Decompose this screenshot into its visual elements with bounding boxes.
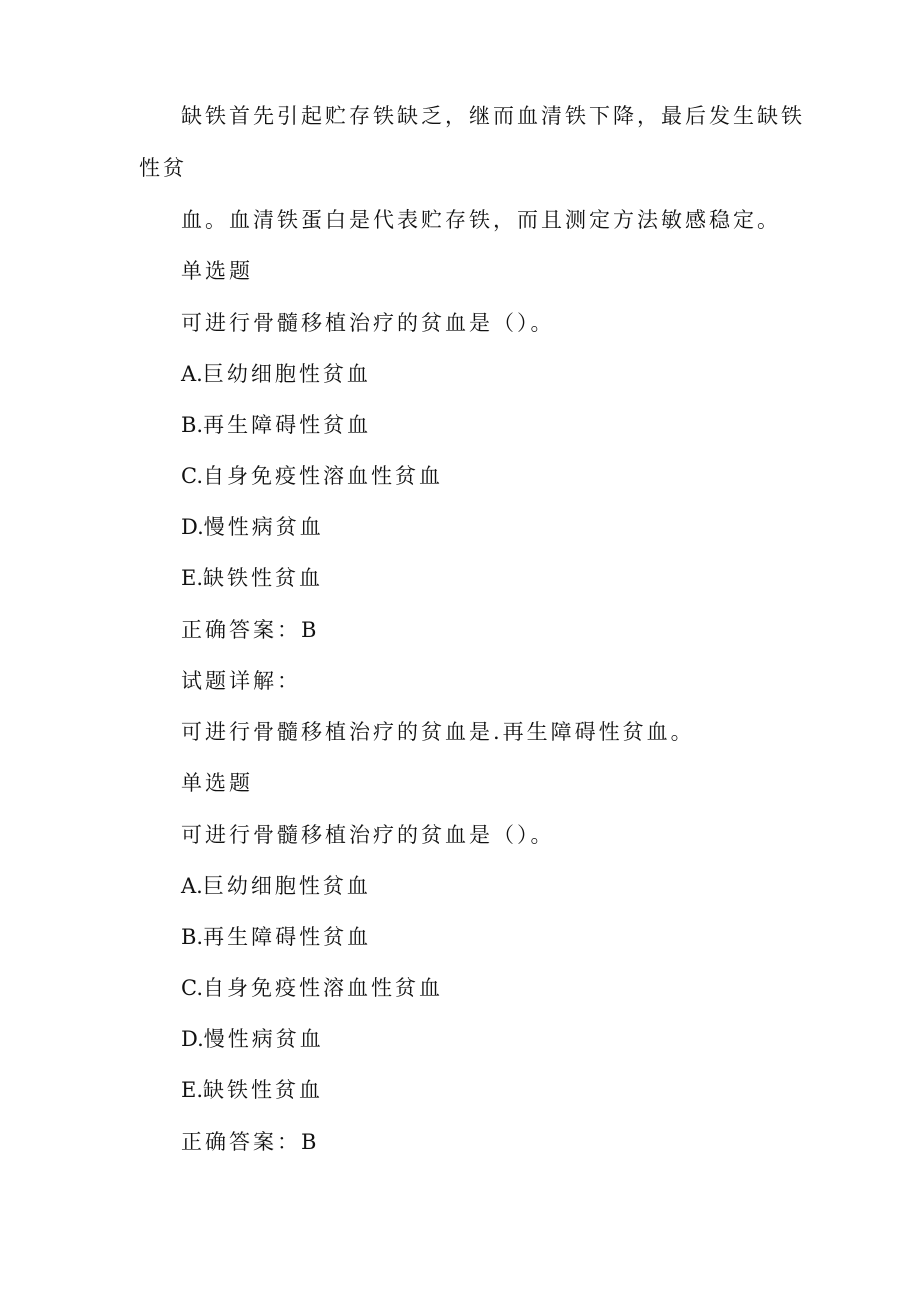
option-b (181, 924, 371, 950)
option-text: 自身免疫性溶血性贫血 (203, 464, 443, 488)
option-text: 再生障碍性贫血 (203, 925, 372, 949)
option-letter: B. (181, 925, 204, 949)
option-d (181, 514, 324, 540)
option-b (181, 412, 371, 438)
correct-answer: 正确答案：B (181, 618, 320, 642)
option-letter: A. (181, 874, 203, 898)
option-c (181, 975, 443, 1001)
option-a (181, 361, 371, 387)
option-d (181, 1026, 324, 1052)
option-text: 巨幼细胞性贫血 (202, 874, 371, 898)
option-letter: C. (181, 464, 203, 488)
question-type-label: 单选题 (181, 771, 253, 795)
option-text: 缺铁性贫血 (203, 566, 324, 590)
option-letter: D. (181, 1027, 204, 1051)
detail-text: 可进行骨髓移植治疗的贫血是.再生障碍性贫血。 (181, 720, 695, 744)
explanation-line-1: 缺铁首先引起贮存铁缺乏，继而血清铁下降，最后发生缺铁 (181, 104, 805, 128)
option-text: 慢性病贫血 (203, 515, 324, 539)
option-text: 缺铁性贫血 (203, 1078, 324, 1102)
option-letter: C. (181, 976, 203, 1000)
option-letter: A. (181, 362, 203, 386)
option-text: 自身免疫性溶血性贫血 (203, 976, 443, 1000)
question-stem: 可进行骨髓移植治疗的贫血是（）。 (181, 311, 555, 335)
option-letter: E. (181, 566, 204, 590)
option-e (181, 1077, 323, 1103)
explanation-line-3: 血。血清铁蛋白是代表贮存铁，而且测定方法敏感稳定。 (181, 208, 781, 232)
option-c (181, 463, 443, 489)
question-stem: 可进行骨髓移植治疗的贫血是（）。 (181, 823, 555, 847)
option-text: 慢性病贫血 (203, 1027, 324, 1051)
option-text: 巨幼细胞性贫血 (202, 362, 371, 386)
option-a (181, 873, 371, 899)
question-type-label: 单选题 (181, 259, 253, 283)
explanation-line-2: 性贫 (139, 156, 187, 180)
correct-answer: 正确答案：B (181, 1130, 320, 1154)
option-letter: B. (181, 413, 204, 437)
detail-label: 试题详解： (181, 669, 301, 693)
option-letter: D. (181, 515, 204, 539)
option-letter: E. (181, 1078, 204, 1102)
option-text: 再生障碍性贫血 (203, 413, 372, 437)
option-e (181, 565, 323, 591)
